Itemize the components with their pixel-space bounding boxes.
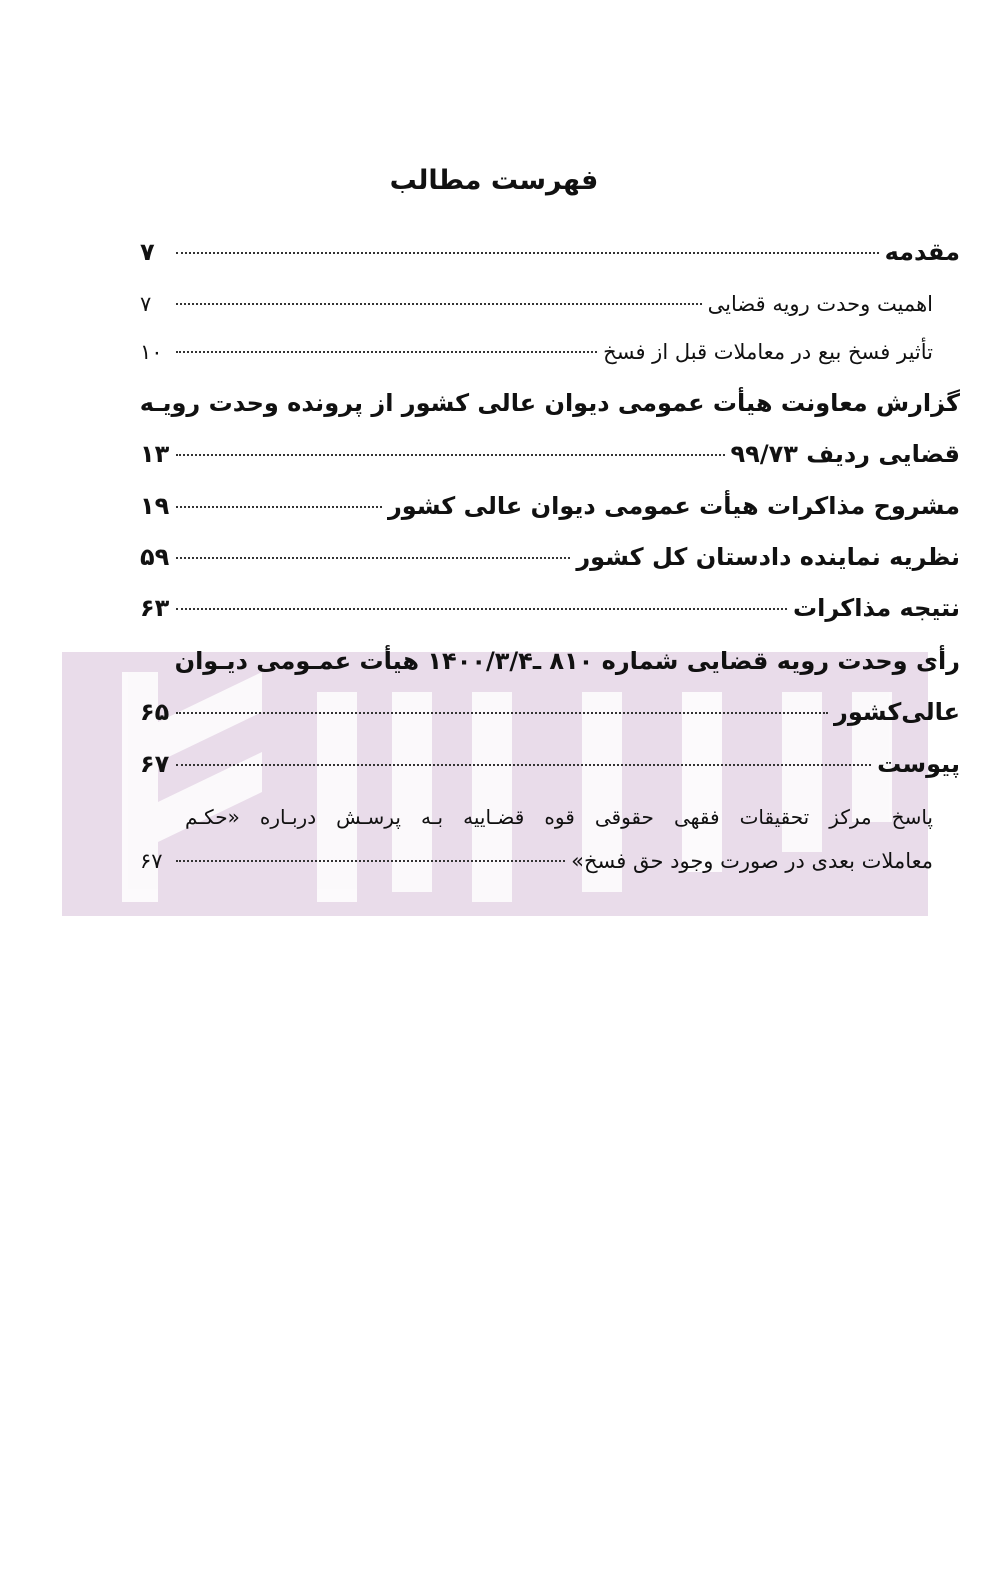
toc-entry-nazarie[interactable]: [140, 543, 960, 571]
toc-entry-ahamiat[interactable]: [140, 292, 933, 316]
toc-entry-pasokh[interactable]: [140, 849, 933, 873]
toc-page-number: ۶۳: [140, 594, 170, 622]
toc-entry-label: تأثیر فسخ بیع در معاملات قبل از فسخ: [603, 340, 933, 364]
dot-leader: [176, 764, 871, 766]
page-title: فهرست مطالب: [389, 165, 599, 196]
dot-leader: [176, 608, 787, 610]
toc-entry-natije[interactable]: [140, 594, 960, 622]
toc-entry-label: مقدمه: [884, 238, 960, 266]
toc-entry-ray-line1: رأی وحدت رویه قضایی شماره ۸۱۰ ـ۱۴۰۰/۳/۴ هیأت عمـومی دیـوان: [174, 647, 960, 675]
toc-entry-ray[interactable]: [140, 698, 960, 726]
dot-leader: [176, 557, 570, 559]
toc-entry-mashruh[interactable]: [140, 492, 960, 520]
dot-leader: [176, 303, 702, 305]
toc-page-number: ۷: [140, 292, 152, 316]
toc-entry-peyvast[interactable]: [140, 750, 960, 778]
toc-entry-tasir[interactable]: [140, 340, 933, 364]
toc-entry-label: نظریه نماینده دادستان کل کشور: [576, 543, 960, 571]
toc-page-number: ۶۵: [140, 698, 170, 726]
toc-entry-muqaddame[interactable]: [140, 238, 960, 266]
toc-entry-label: اهمیت وحدت رویه قضایی: [707, 292, 933, 316]
toc-entry-pasokh-line1: پاسخ مرکز تحقیقات فقهی حقوقی قوه قضـاییه بـه پرسـش دربـاره «حکـم: [185, 805, 933, 829]
toc-page-number: ۷: [140, 238, 155, 266]
toc-entry-label: عالی‌کشور: [834, 698, 960, 726]
toc-entry-label: قضایی ردیف ۹۹/۷۳: [730, 440, 960, 468]
toc-entry-label: نتیجه مذاکرات: [793, 594, 960, 622]
toc-entry-gozaresh-line1: گزارش معاونت هیأت عمومی دیوان عالی کشور از پرونده وحدت رویـه: [139, 389, 960, 417]
toc-entry-label: پیوست: [877, 750, 960, 778]
toc-entry-label: معاملات بعدی در صورت وجود حق فسخ»: [571, 849, 933, 873]
toc-entry-label: مشروح مذاکرات هیأت عمومی دیوان عالی کشور: [387, 492, 960, 520]
toc-page-number: ۱۳: [140, 440, 170, 468]
toc-page-number: ۶۷: [140, 849, 163, 873]
toc-page-number: ۶۷: [140, 750, 170, 778]
toc-page-number: ۵۹: [140, 543, 170, 571]
dot-leader: [176, 351, 597, 353]
toc-page-number: ۱۹: [140, 492, 170, 520]
toc-page-number: ۱۰: [140, 340, 163, 364]
toc-entry-gozaresh[interactable]: [140, 440, 960, 468]
dot-leader: [176, 506, 382, 508]
dot-leader: [176, 454, 725, 456]
dot-leader: [176, 252, 879, 254]
dot-leader: [176, 860, 565, 862]
dot-leader: [176, 712, 828, 714]
